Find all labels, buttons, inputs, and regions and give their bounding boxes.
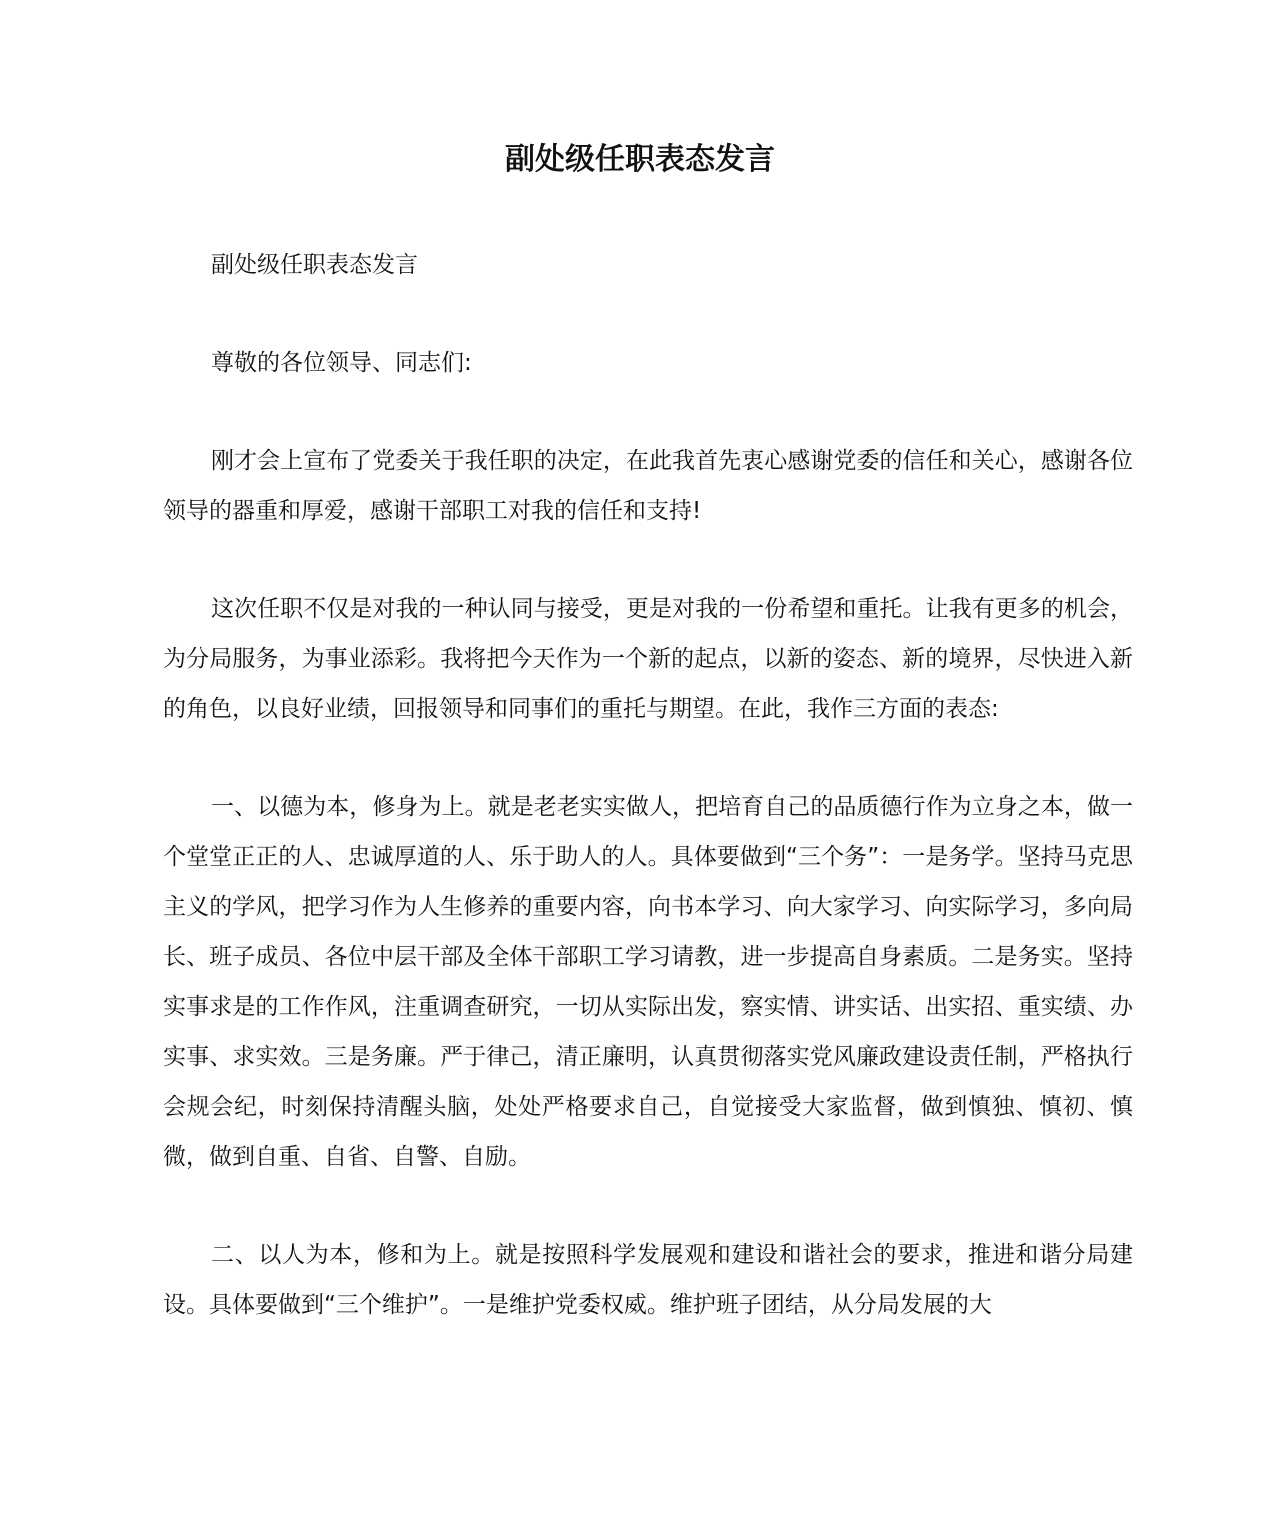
paragraph-commitment: 这次任职不仅是对我的一种认同与接受，更是对我的一份希望和重托。让我有更多的机会，为分局服务，为事业添彩。我将把今天作为一个新的起点，以新的姿态、新的境界，尽快进入新的角色，以良好业绩，回报领导和同事们的重托与期望。在此，我作三方面的表态: (163, 596, 1133, 722)
paragraph-point-one: 一、以德为本，修身为上。就是老老实实做人，把培育自己的品质德行作为立身之本，做一个堂堂正正的人、忠诚厚道的人、乐于助人的人。具体要做到“三个务”：一是务学。坚持马克思主义的学风，把学习作为人生修养的重要内容，向书本学习、向大家学习、向实际学习，多向局长、班子成员、各位中层干部及全体干部职工学习请教，进一步提高自身素质。二是务实。坚持实事求是的工作作风，注重调查研究，一切从实际出发，察实情、讲实话、出实招、重实绩、办实事、求实效。三是务廉。严于律己，清正廉明，认真贯彻落实党风廉政建设责任制，严格执行会规会纪，时刻保持清醒头脑，处处严格要求自己，自觉接受大家监督，做到慎独、慎初、慎微，做到自重、自省、自警、自励。 (163, 794, 1133, 1170)
paragraph-salutation: 尊敬的各位领导、同志们: (211, 350, 472, 376)
paragraph-thanks: 刚才会上宣布了党委关于我任职的决定，在此我首先衷心感谢党委的信任和关心，感谢各位领导的器重和厚爱，感谢干部职工对我的信任和支持! (163, 448, 1133, 524)
document-title: 副处级任职表态发言 (505, 142, 775, 177)
paragraph-point-two: 二、以人为本，修和为上。就是按照科学发展观和建设和谐社会的要求，推进和谐分局建设。具体要做到“三个维护”。一是维护党委权威。维护班子团结，从分局发展的大 (163, 1242, 1133, 1318)
document-body (163, 240, 1133, 1378)
paragraph-subtitle: 副处级任职表态发言 (211, 252, 418, 278)
